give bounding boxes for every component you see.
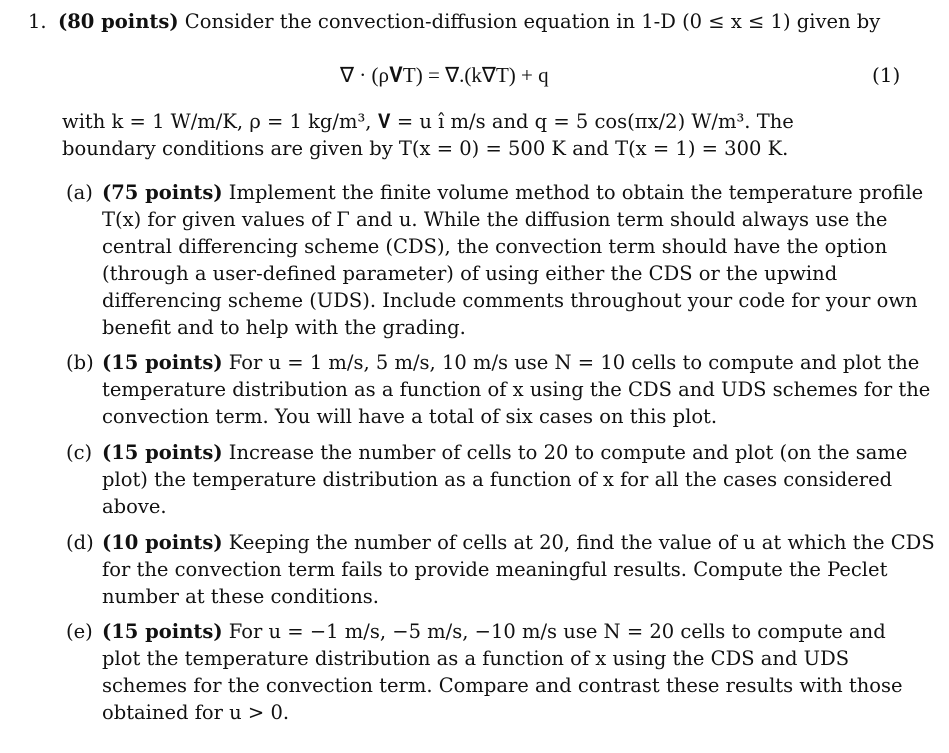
part-line: (through a user-defined parameter) of using either the CDS or the upwind — [102, 262, 838, 285]
part-points: (75 points) — [102, 181, 223, 204]
part-line: plot the temperature distribution as a function of x using the CDS and UDS — [102, 647, 850, 670]
part-text: Implement the finite volume method to obtain the temperature profile — [228, 181, 924, 204]
part-line — [102, 181, 923, 205]
part-line: differencing scheme (UDS). Include comments throughout your code for your own — [102, 289, 918, 312]
part-line — [102, 620, 886, 644]
part-points: (15 points) — [102, 620, 223, 643]
part-line: T(x) for given values of Γ and u. While the diffusion term should always use the — [102, 208, 888, 231]
part-label: (d) — [66, 531, 94, 554]
part-line: number at these conditions. — [102, 585, 380, 608]
part-text: For u = 1 m/s, 5 m/s, 10 m/s use N = 10 cells to compute and plot the — [228, 351, 920, 374]
part-line: obtained for u > 0. — [102, 701, 290, 724]
part-line — [102, 441, 907, 465]
part-line: for the convection term fails to provide meaningful results. Compute the Peclet — [102, 558, 888, 581]
part-text: For u = −1 m/s, −5 m/s, −10 m/s use N = 20 cells to compute and — [228, 620, 886, 643]
part-line — [102, 531, 935, 555]
part-text: Increase the number of cells to 20 to compute and plot (on the same — [228, 441, 908, 464]
problem-number: 1. — [28, 10, 47, 33]
part-points: (10 points) — [102, 531, 223, 554]
part-line: temperature distribution as a function of x using the CDS and UDS schemes for the — [102, 378, 931, 401]
part-label: (b) — [66, 351, 94, 374]
part-line: above. — [102, 495, 167, 518]
part-label: (a) — [66, 181, 93, 204]
equation: ∇ · (ρ𝐕T) = ∇.(k∇T) + q — [340, 63, 549, 87]
part-line: benefit and to help with the grading. — [102, 316, 466, 339]
part-line: convection term. You will have a total of six cases on this plot. — [102, 405, 718, 428]
part-line: schemes for the convection term. Compare and contrast these results with those — [102, 674, 903, 697]
part-points: (15 points) — [102, 441, 223, 464]
params-line: boundary conditions are given by T(x = 0) = 500 K and T(x = 1) = 300 K. — [62, 137, 789, 160]
equation-number: (1) — [872, 63, 901, 87]
params-line: with k = 1 W/m/K, ρ = 1 kg/m³, 𝐕 = u î m/s and q = 5 cos(πx/2) W/m³. The — [62, 110, 794, 133]
part-line: central differencing scheme (CDS), the convection term should have the option — [102, 235, 888, 258]
problem-points: (80 points) — [58, 10, 179, 33]
part-line: plot) the temperature distribution as a function of x for all the cases considered — [102, 468, 893, 491]
part-line — [102, 351, 919, 375]
problem-intro: Consider the convection-diffusion equation in 1-D (0 ≤ x ≤ 1) given by — [184, 10, 881, 33]
part-text: Keeping the number of cells at 20, find the value of u at which the CDS — [228, 531, 935, 554]
part-label: (c) — [66, 441, 93, 464]
part-label: (e) — [66, 620, 93, 643]
part-points: (15 points) — [102, 351, 223, 374]
